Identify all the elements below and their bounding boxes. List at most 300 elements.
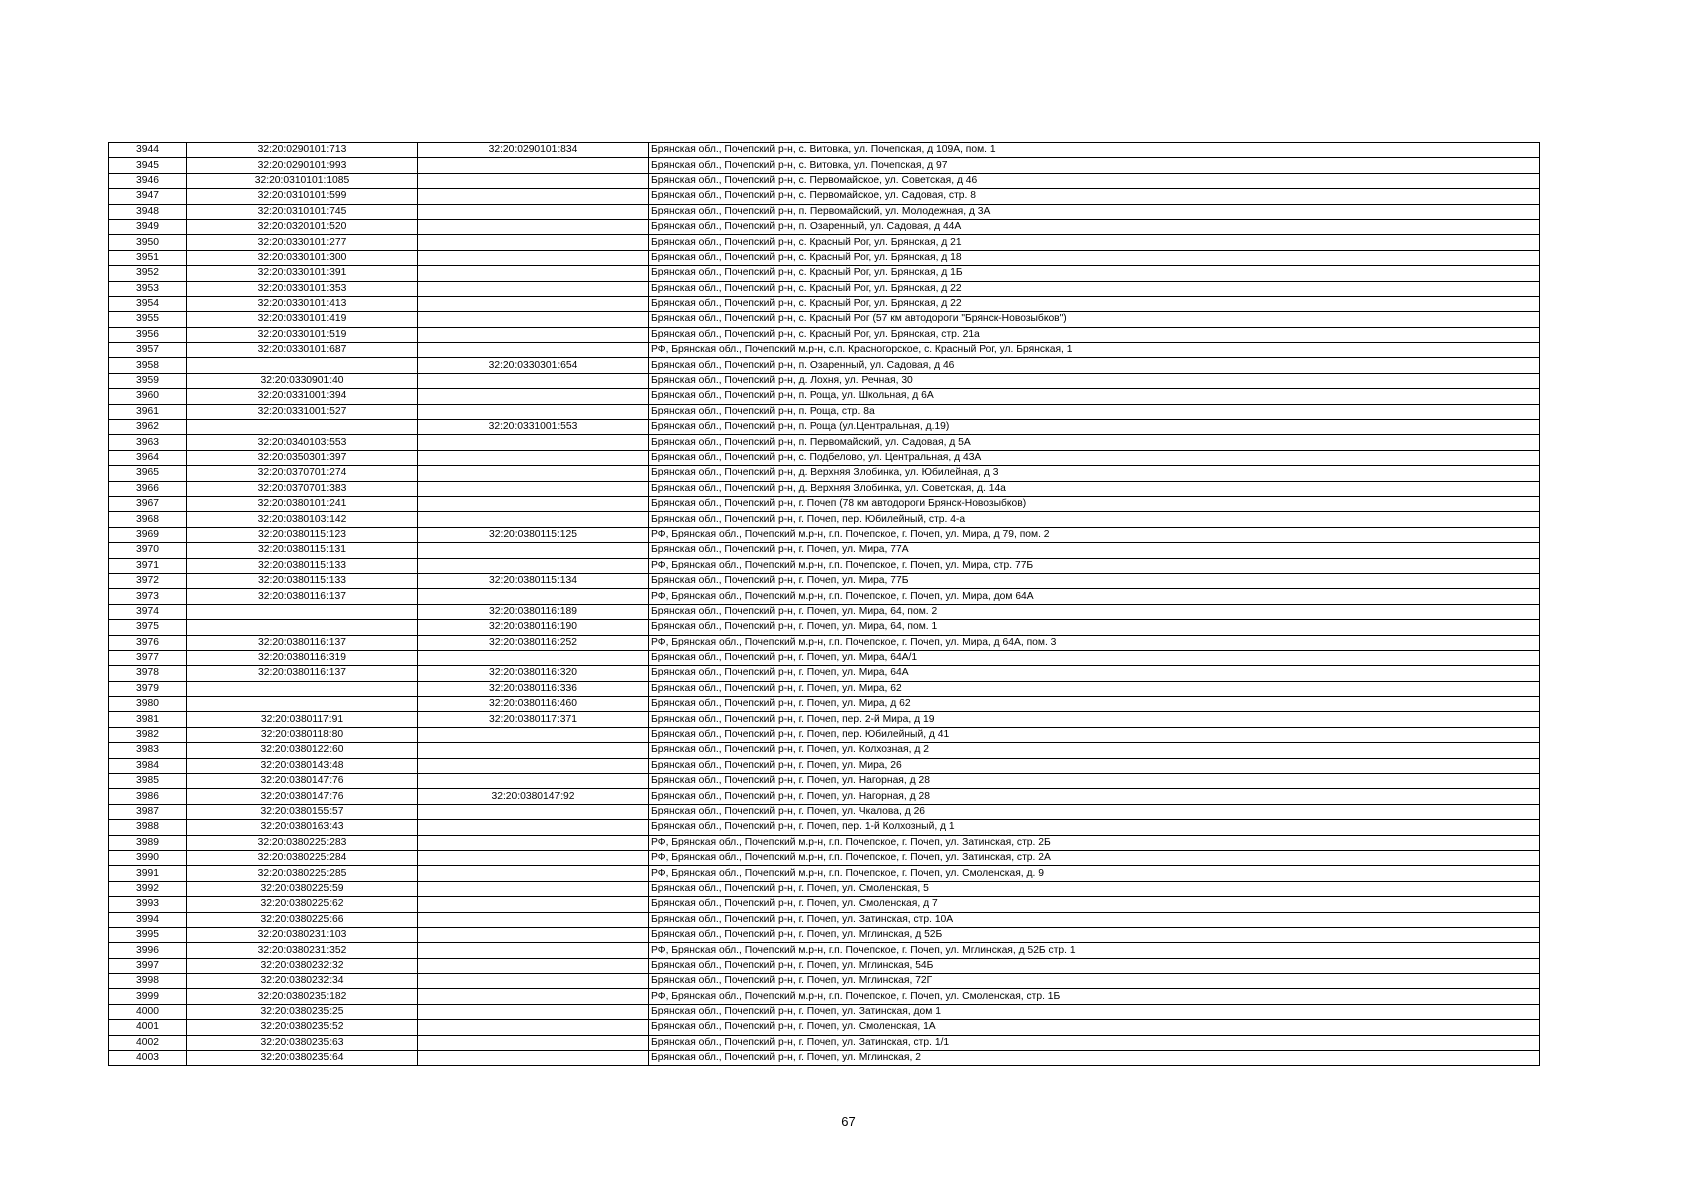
cadastral-number-cell: 32:20:0380232:32 [187, 958, 418, 973]
related-cadastral-number-cell [418, 450, 649, 465]
table-row [109, 373, 1540, 388]
related-cadastral-number-cell [418, 727, 649, 742]
table-row [109, 327, 1540, 342]
cadastral-number-cell: 32:20:0380116:137 [187, 635, 418, 650]
cadastral-number-cell: 32:20:0380115:133 [187, 558, 418, 573]
related-cadastral-number-cell [418, 296, 649, 311]
row-number-cell: 3944 [109, 143, 187, 158]
table-row [109, 743, 1540, 758]
table-row [109, 189, 1540, 204]
address-cell: Брянская обл., Почепский р-н, г. Почеп, пер. Юбилейный, д 41 [649, 727, 1540, 742]
table-row [109, 666, 1540, 681]
related-cadastral-number-cell [418, 543, 649, 558]
row-number-cell: 3994 [109, 912, 187, 927]
related-cadastral-number-cell [418, 173, 649, 188]
table-row [109, 219, 1540, 234]
related-cadastral-number-cell [418, 897, 649, 912]
address-cell: Брянская обл., Почепский р-н, г. Почеп, ул. Смоленская, д 7 [649, 897, 1540, 912]
cadastral-number-cell [187, 620, 418, 635]
table-row [109, 250, 1540, 265]
related-cadastral-number-cell [418, 650, 649, 665]
related-cadastral-number-cell [418, 327, 649, 342]
cadastral-number-cell: 32:20:0380118:80 [187, 727, 418, 742]
cadastral-number-cell [187, 420, 418, 435]
table-row [109, 558, 1540, 573]
related-cadastral-number-cell [418, 466, 649, 481]
table-row [109, 820, 1540, 835]
row-number-cell: 3971 [109, 558, 187, 573]
address-cell: Брянская обл., Почепский р-н, д. Верхняя Злобинка, ул. Советская, д. 14а [649, 481, 1540, 496]
address-cell: Брянская обл., Почепский р-н, г. Почеп, ул. Мира, 64, пом. 2 [649, 604, 1540, 619]
address-cell: Брянская обл., Почепский р-н, п. Первомайский, ул. Садовая, д 5А [649, 435, 1540, 450]
cadastral-number-cell: 32:20:0380143:48 [187, 758, 418, 773]
cadastral-number-cell: 32:20:0340103:553 [187, 435, 418, 450]
row-number-cell: 3983 [109, 743, 187, 758]
address-cell: Брянская обл., Почепский р-н, г. Почеп (78 км автодороги Брянск-Новозыбков) [649, 496, 1540, 511]
cadastral-number-cell: 32:20:0370701:383 [187, 481, 418, 496]
cadastral-number-cell: 32:20:0380225:66 [187, 912, 418, 927]
cadastral-number-cell [187, 681, 418, 696]
row-number-cell: 3961 [109, 404, 187, 419]
related-cadastral-number-cell: 32:20:0380116:190 [418, 620, 649, 635]
related-cadastral-number-cell [418, 250, 649, 265]
cadastral-number-cell: 32:20:0380225:285 [187, 866, 418, 881]
related-cadastral-number-cell [418, 758, 649, 773]
address-cell: Брянская обл., Почепский р-н, г. Почеп, ул. Нагорная, д 28 [649, 789, 1540, 804]
cadastral-number-cell: 32:20:0380235:64 [187, 1051, 418, 1066]
address-cell: Брянская обл., Почепский р-н, г. Почеп, ул. Мира, 77А [649, 543, 1540, 558]
table-row [109, 143, 1540, 158]
address-cell: Брянская обл., Почепский р-н, п. Озаренный, ул. Садовая, д 44А [649, 219, 1540, 234]
table-row [109, 758, 1540, 773]
row-number-cell: 3948 [109, 204, 187, 219]
row-number-cell: 4002 [109, 1035, 187, 1050]
related-cadastral-number-cell [418, 820, 649, 835]
address-cell: Брянская обл., Почепский р-н, г. Почеп, ул. Мира, 64, пом. 1 [649, 620, 1540, 635]
cadastral-number-cell [187, 697, 418, 712]
row-number-cell: 3960 [109, 389, 187, 404]
related-cadastral-number-cell [418, 989, 649, 1004]
related-cadastral-number-cell: 32:20:0380117:371 [418, 712, 649, 727]
address-cell: Брянская обл., Почепский р-н, с. Витовка, ул. Почепская, д 109А, пом. 1 [649, 143, 1540, 158]
row-number-cell: 4001 [109, 1020, 187, 1035]
related-cadastral-number-cell [418, 774, 649, 789]
table-row [109, 604, 1540, 619]
cadastral-number-cell: 32:20:0380235:63 [187, 1035, 418, 1050]
table-row [109, 512, 1540, 527]
table-row [109, 266, 1540, 281]
table-row [109, 481, 1540, 496]
related-cadastral-number-cell [418, 589, 649, 604]
table-row [109, 389, 1540, 404]
row-number-cell: 4003 [109, 1051, 187, 1066]
table-row [109, 573, 1540, 588]
row-number-cell: 3959 [109, 373, 187, 388]
cadastral-number-cell: 32:20:0380225:284 [187, 850, 418, 865]
row-number-cell: 3972 [109, 573, 187, 588]
cadastral-number-cell: 32:20:0380116:319 [187, 650, 418, 665]
related-cadastral-number-cell [418, 312, 649, 327]
cadastral-number-cell: 32:20:0380115:131 [187, 543, 418, 558]
table-row [109, 943, 1540, 958]
address-cell: Брянская обл., Почепский р-н, с. Подбелово, ул. Центральная, д 43А [649, 450, 1540, 465]
related-cadastral-number-cell [418, 496, 649, 511]
table-row [109, 543, 1540, 558]
row-number-cell: 3957 [109, 343, 187, 358]
table-row [109, 404, 1540, 419]
row-number-cell: 3966 [109, 481, 187, 496]
table-row [109, 1004, 1540, 1019]
table-row [109, 635, 1540, 650]
cadastral-number-cell: 32:20:0331001:527 [187, 404, 418, 419]
address-cell: РФ, Брянская обл., Почепский м.р-н, г.п. Почепское, г. Почеп, ул. Мира, д 64А, пом. 3 [649, 635, 1540, 650]
table-row [109, 774, 1540, 789]
row-number-cell: 3947 [109, 189, 187, 204]
table-row [109, 958, 1540, 973]
address-cell: Брянская обл., Почепский р-н, г. Почеп, ул. Мира, 64А [649, 666, 1540, 681]
row-number-cell: 3956 [109, 327, 187, 342]
cadastral-number-cell: 32:20:0380103:142 [187, 512, 418, 527]
row-number-cell: 3980 [109, 697, 187, 712]
row-number-cell: 3945 [109, 158, 187, 173]
row-number-cell: 3964 [109, 450, 187, 465]
related-cadastral-number-cell: 32:20:0380115:125 [418, 527, 649, 542]
cadastral-number-cell: 32:20:0350301:397 [187, 450, 418, 465]
row-number-cell: 3998 [109, 974, 187, 989]
table-row [109, 1035, 1540, 1050]
table-row [109, 358, 1540, 373]
address-cell: Брянская обл., Почепский р-н, п. Первомайский, ул. Молодежная, д 3А [649, 204, 1540, 219]
address-cell: Брянская обл., Почепский р-н, г. Почеп, ул. Мглинская, 2 [649, 1051, 1540, 1066]
related-cadastral-number-cell: 32:20:0380116:336 [418, 681, 649, 696]
related-cadastral-number-cell [418, 1035, 649, 1050]
cadastral-number-cell: 32:20:0380147:76 [187, 774, 418, 789]
table-row [109, 1051, 1540, 1066]
table-row [109, 974, 1540, 989]
table-row [109, 712, 1540, 727]
cadastral-number-cell: 32:20:0330101:300 [187, 250, 418, 265]
related-cadastral-number-cell [418, 281, 649, 296]
address-cell: Брянская обл., Почепский р-н, д. Лохня, ул. Речная, 30 [649, 373, 1540, 388]
table-row [109, 173, 1540, 188]
related-cadastral-number-cell [418, 1051, 649, 1066]
table-row [109, 650, 1540, 665]
related-cadastral-number-cell [418, 743, 649, 758]
related-cadastral-number-cell: 32:20:0380116:252 [418, 635, 649, 650]
row-number-cell: 3995 [109, 927, 187, 942]
address-cell: РФ, Брянская обл., Почепский м.р-н, г.п. Почепское, г. Почеп, ул. Смоленская, стр. 1Б [649, 989, 1540, 1004]
table-row [109, 450, 1540, 465]
row-number-cell: 3979 [109, 681, 187, 696]
related-cadastral-number-cell [418, 512, 649, 527]
related-cadastral-number-cell [418, 189, 649, 204]
related-cadastral-number-cell [418, 1004, 649, 1019]
table-row [109, 204, 1540, 219]
address-cell: Брянская обл., Почепский р-н, г. Почеп, ул. Затинская, дом 1 [649, 1004, 1540, 1019]
address-cell: Брянская обл., Почепский р-н, с. Красный Рог, ул. Брянская, д 21 [649, 235, 1540, 250]
related-cadastral-number-cell [418, 343, 649, 358]
related-cadastral-number-cell [418, 235, 649, 250]
related-cadastral-number-cell: 32:20:0380116:320 [418, 666, 649, 681]
address-cell: Брянская обл., Почепский р-н, г. Почеп, ул. Чкалова, д 26 [649, 804, 1540, 819]
cadastral-number-cell: 32:20:0330101:519 [187, 327, 418, 342]
address-cell: Брянская обл., Почепский р-н, п. Роща (ул.Центральная, д.19) [649, 420, 1540, 435]
address-cell: Брянская обл., Почепский р-н, д. Верхняя Злобинка, ул. Юбилейная, д 3 [649, 466, 1540, 481]
related-cadastral-number-cell [418, 974, 649, 989]
table-row [109, 296, 1540, 311]
related-cadastral-number-cell [418, 850, 649, 865]
related-cadastral-number-cell [418, 266, 649, 281]
cadastral-number-cell: 32:20:0380232:34 [187, 974, 418, 989]
table-body [109, 143, 1540, 1066]
related-cadastral-number-cell [418, 219, 649, 234]
cadastral-number-cell: 32:20:0330101:687 [187, 343, 418, 358]
cadastral-number-cell: 32:20:0330101:353 [187, 281, 418, 296]
cadastral-number-cell: 32:20:0330101:413 [187, 296, 418, 311]
address-cell: РФ, Брянская обл., Почепский м.р-н, г.п. Почепское, г. Почеп, ул. Смоленская, д. 9 [649, 866, 1540, 881]
cadastral-number-cell: 32:20:0380116:137 [187, 589, 418, 604]
table-row [109, 496, 1540, 511]
address-cell: Брянская обл., Почепский р-н, г. Почеп, ул. Нагорная, д 28 [649, 774, 1540, 789]
property-registry-table [108, 142, 1540, 1066]
table-row [109, 727, 1540, 742]
address-cell: РФ, Брянская обл., Почепский м.р-н, г.п. Почепское, г. Почеп, ул. Мира, дом 64А [649, 589, 1540, 604]
address-cell: Брянская обл., Почепский р-н, г. Почеп, ул. Колхозная, д 2 [649, 743, 1540, 758]
address-cell: Брянская обл., Почепский р-н, с. Красный Рог, ул. Брянская, д 1Б [649, 266, 1540, 281]
related-cadastral-number-cell [418, 927, 649, 942]
table-row [109, 312, 1540, 327]
table-row [109, 789, 1540, 804]
related-cadastral-number-cell [418, 204, 649, 219]
address-cell: Брянская обл., Почепский р-н, с. Красный Рог, ул. Брянская, д 22 [649, 281, 1540, 296]
row-number-cell: 3963 [109, 435, 187, 450]
cadastral-number-cell [187, 604, 418, 619]
table-row [109, 420, 1540, 435]
cadastral-number-cell: 32:20:0380122:60 [187, 743, 418, 758]
address-cell: Брянская обл., Почепский р-н, г. Почеп, ул. Мира, 64А/1 [649, 650, 1540, 665]
cadastral-number-cell: 32:20:0331001:394 [187, 389, 418, 404]
related-cadastral-number-cell [418, 804, 649, 819]
address-cell: Брянская обл., Почепский р-н, с. Первомайское, ул. Советская, д 46 [649, 173, 1540, 188]
address-cell: Брянская обл., Почепский р-н, г. Почеп, ул. Смоленская, 1А [649, 1020, 1540, 1035]
row-number-cell: 3989 [109, 835, 187, 850]
related-cadastral-number-cell [418, 866, 649, 881]
cadastral-number-cell: 32:20:0330101:391 [187, 266, 418, 281]
row-number-cell: 3958 [109, 358, 187, 373]
row-number-cell: 3974 [109, 604, 187, 619]
cadastral-number-cell: 32:20:0380231:352 [187, 943, 418, 958]
cadastral-number-cell: 32:20:0380231:103 [187, 927, 418, 942]
related-cadastral-number-cell [418, 835, 649, 850]
row-number-cell: 3984 [109, 758, 187, 773]
related-cadastral-number-cell [418, 1020, 649, 1035]
table-row [109, 158, 1540, 173]
address-cell: Брянская обл., Почепский р-н, г. Почеп, ул. Мира, 26 [649, 758, 1540, 773]
row-number-cell: 3993 [109, 897, 187, 912]
cadastral-number-cell: 32:20:0380225:62 [187, 897, 418, 912]
table-row [109, 835, 1540, 850]
row-number-cell: 3992 [109, 881, 187, 896]
cadastral-number-cell: 32:20:0330101:419 [187, 312, 418, 327]
address-cell: Брянская обл., Почепский р-н, г. Почеп, ул. Мира, д 62 [649, 697, 1540, 712]
related-cadastral-number-cell: 32:20:0330301:654 [418, 358, 649, 373]
address-cell: Брянская обл., Почепский р-н, г. Почеп, ул. Мира, 77Б [649, 573, 1540, 588]
table-row [109, 697, 1540, 712]
row-number-cell: 3967 [109, 496, 187, 511]
address-cell: РФ, Брянская обл., Почепский м.р-н, г.п. Почепское, г. Почеп, ул. Затинская, стр. 2Б [649, 835, 1540, 850]
cadastral-number-cell: 32:20:0330901:40 [187, 373, 418, 388]
cadastral-number-cell: 32:20:0320101:520 [187, 219, 418, 234]
cadastral-number-cell: 32:20:0380117:91 [187, 712, 418, 727]
address-cell: Брянская обл., Почепский р-н, с. Красный Рог, ул. Брянская, стр. 21а [649, 327, 1540, 342]
row-number-cell: 3969 [109, 527, 187, 542]
address-cell: Брянская обл., Почепский р-н, г. Почеп, ул. Затинская, стр. 1/1 [649, 1035, 1540, 1050]
address-cell: Брянская обл., Почепский р-н, с. Витовка, ул. Почепская, д 97 [649, 158, 1540, 173]
row-number-cell: 3949 [109, 219, 187, 234]
cadastral-number-cell: 32:20:0290101:993 [187, 158, 418, 173]
row-number-cell: 3951 [109, 250, 187, 265]
cadastral-number-cell: 32:20:0380235:52 [187, 1020, 418, 1035]
cadastral-number-cell [187, 358, 418, 373]
table-row [109, 527, 1540, 542]
address-cell: РФ, Брянская обл., Почепский м.р-н, г.п. Почепское, г. Почеп, ул. Мира, д 79, пом. 2 [649, 527, 1540, 542]
related-cadastral-number-cell: 32:20:0331001:553 [418, 420, 649, 435]
table-row [109, 281, 1540, 296]
related-cadastral-number-cell: 32:20:0380147:92 [418, 789, 649, 804]
cadastral-number-cell: 32:20:0380235:182 [187, 989, 418, 1004]
table-row [109, 989, 1540, 1004]
row-number-cell: 3968 [109, 512, 187, 527]
address-cell: Брянская обл., Почепский р-н, г. Почеп, пер. Юбилейный, стр. 4-а [649, 512, 1540, 527]
related-cadastral-number-cell [418, 389, 649, 404]
row-number-cell: 3982 [109, 727, 187, 742]
cadastral-number-cell: 32:20:0380115:123 [187, 527, 418, 542]
address-cell: Брянская обл., Почепский р-н, г. Почеп, ул. Мглинская, 72Г [649, 974, 1540, 989]
row-number-cell: 3954 [109, 296, 187, 311]
row-number-cell: 3975 [109, 620, 187, 635]
cadastral-number-cell: 32:20:0310101:1085 [187, 173, 418, 188]
address-cell: Брянская обл., Почепский р-н, г. Почеп, ул. Мира, 62 [649, 681, 1540, 696]
table-row [109, 343, 1540, 358]
related-cadastral-number-cell [418, 373, 649, 388]
row-number-cell: 3987 [109, 804, 187, 819]
address-cell: РФ, Брянская обл., Почепский м.р-н, с.п. Красногорское, с. Красный Рог, ул. Брянская, 1 [649, 343, 1540, 358]
cadastral-number-cell: 32:20:0380225:283 [187, 835, 418, 850]
row-number-cell: 3976 [109, 635, 187, 650]
row-number-cell: 3953 [109, 281, 187, 296]
address-cell: Брянская обл., Почепский р-н, п. Роща, ул. Школьная, д 6А [649, 389, 1540, 404]
address-cell: РФ, Брянская обл., Почепский м.р-н, г.п. Почепское, г. Почеп, ул. Мглинская, д 52Б стр. 1 [649, 943, 1540, 958]
row-number-cell: 3978 [109, 666, 187, 681]
address-cell: Брянская обл., Почепский р-н, г. Почеп, ул. Затинская, стр. 10А [649, 912, 1540, 927]
table-row [109, 466, 1540, 481]
table-row [109, 927, 1540, 942]
row-number-cell: 3999 [109, 989, 187, 1004]
related-cadastral-number-cell [418, 435, 649, 450]
address-cell: РФ, Брянская обл., Почепский м.р-н, г.п. Почепское, г. Почеп, ул. Мира, стр. 77Б [649, 558, 1540, 573]
row-number-cell: 3990 [109, 850, 187, 865]
row-number-cell: 3997 [109, 958, 187, 973]
row-number-cell: 3985 [109, 774, 187, 789]
cadastral-number-cell: 32:20:0330101:277 [187, 235, 418, 250]
related-cadastral-number-cell: 32:20:0380115:134 [418, 573, 649, 588]
address-cell: Брянская обл., Почепский р-н, с. Красный Рог (57 км автодороги "Брянск-Новозыбков") [649, 312, 1540, 327]
table-row [109, 881, 1540, 896]
address-cell: Брянская обл., Почепский р-н, г. Почеп, пер. 2-й Мира, д 19 [649, 712, 1540, 727]
cadastral-number-cell: 32:20:0290101:713 [187, 143, 418, 158]
table-row [109, 897, 1540, 912]
address-cell: РФ, Брянская обл., Почепский м.р-н, г.п. Почепское, г. Почеп, ул. Затинская, стр. 2А [649, 850, 1540, 865]
cadastral-number-cell: 32:20:0380101:241 [187, 496, 418, 511]
address-cell: Брянская обл., Почепский р-н, п. Озаренный, ул. Садовая, д 46 [649, 358, 1540, 373]
row-number-cell: 3962 [109, 420, 187, 435]
related-cadastral-number-cell [418, 158, 649, 173]
row-number-cell: 3991 [109, 866, 187, 881]
row-number-cell: 3952 [109, 266, 187, 281]
row-number-cell: 3977 [109, 650, 187, 665]
related-cadastral-number-cell [418, 404, 649, 419]
row-number-cell: 3965 [109, 466, 187, 481]
table-row [109, 866, 1540, 881]
table-row [109, 1020, 1540, 1035]
row-number-cell: 4000 [109, 1004, 187, 1019]
related-cadastral-number-cell [418, 943, 649, 958]
row-number-cell: 3996 [109, 943, 187, 958]
table-row [109, 620, 1540, 635]
related-cadastral-number-cell: 32:20:0380116:189 [418, 604, 649, 619]
row-number-cell: 3955 [109, 312, 187, 327]
address-cell: Брянская обл., Почепский р-н, г. Почеп, ул. Мглинская, д 52Б [649, 927, 1540, 942]
row-number-cell: 3988 [109, 820, 187, 835]
row-number-cell: 3946 [109, 173, 187, 188]
cadastral-number-cell: 32:20:0380235:25 [187, 1004, 418, 1019]
cadastral-number-cell: 32:20:0380116:137 [187, 666, 418, 681]
cadastral-number-cell: 32:20:0310101:745 [187, 204, 418, 219]
related-cadastral-number-cell [418, 481, 649, 496]
page-number: 67 [841, 1114, 856, 1129]
address-cell: Брянская обл., Почепский р-н, с. Красный Рог, ул. Брянская, д 18 [649, 250, 1540, 265]
address-cell: Брянская обл., Почепский р-н, с. Красный Рог, ул. Брянская, д 22 [649, 296, 1540, 311]
cadastral-number-cell: 32:20:0380225:59 [187, 881, 418, 896]
row-number-cell: 3986 [109, 789, 187, 804]
cadastral-number-cell: 32:20:0380115:133 [187, 573, 418, 588]
address-cell: Брянская обл., Почепский р-н, г. Почеп, ул. Мглинская, 54Б [649, 958, 1540, 973]
row-number-cell: 3981 [109, 712, 187, 727]
related-cadastral-number-cell [418, 881, 649, 896]
cadastral-number-cell: 32:20:0310101:599 [187, 189, 418, 204]
related-cadastral-number-cell: 32:20:0380116:460 [418, 697, 649, 712]
table-row [109, 235, 1540, 250]
address-cell: Брянская обл., Почепский р-н, г. Почеп, ул. Смоленская, 5 [649, 881, 1540, 896]
address-cell: Брянская обл., Почепский р-н, п. Роща, стр. 8а [649, 404, 1540, 419]
address-cell: Брянская обл., Почепский р-н, с. Первомайское, ул. Садовая, стр. 8 [649, 189, 1540, 204]
cadastral-number-cell: 32:20:0370701:274 [187, 466, 418, 481]
row-number-cell: 3950 [109, 235, 187, 250]
table-row [109, 681, 1540, 696]
address-cell: Брянская обл., Почепский р-н, г. Почеп, пер. 1-й Колхозный, д 1 [649, 820, 1540, 835]
cadastral-number-cell: 32:20:0380147:76 [187, 789, 418, 804]
related-cadastral-number-cell: 32:20:0290101:834 [418, 143, 649, 158]
row-number-cell: 3973 [109, 589, 187, 604]
related-cadastral-number-cell [418, 558, 649, 573]
related-cadastral-number-cell [418, 958, 649, 973]
row-number-cell: 3970 [109, 543, 187, 558]
table-row [109, 589, 1540, 604]
related-cadastral-number-cell [418, 912, 649, 927]
table-row [109, 435, 1540, 450]
cadastral-number-cell: 32:20:0380163:43 [187, 820, 418, 835]
cadastral-number-cell: 32:20:0380155:57 [187, 804, 418, 819]
